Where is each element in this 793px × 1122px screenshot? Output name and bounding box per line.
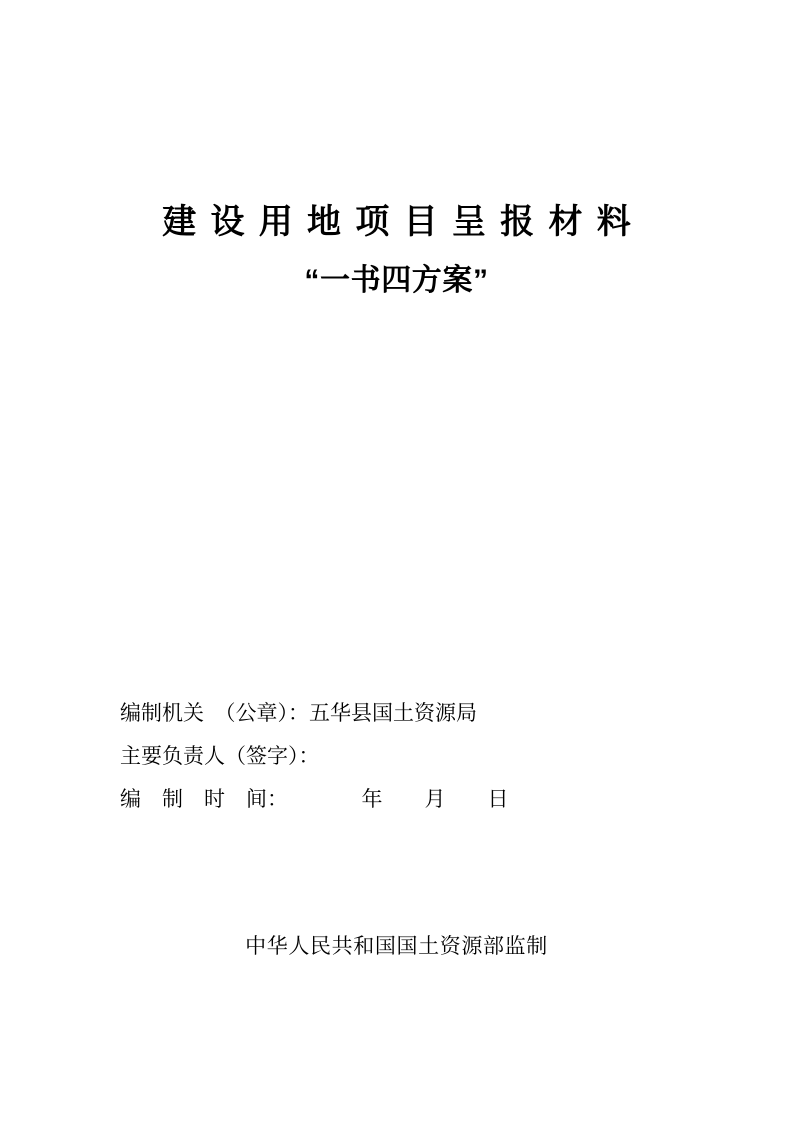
footer-imprint: 中华人民共和国国土资源部监制 [245,934,548,958]
form-fields [120,692,680,821]
field-compile-date: 编 制 时 间： 年 月 日 [120,787,509,811]
document-title: 建设用地项目呈报材料 [162,203,646,241]
field-issuing-agency: 编制机关 （公章）：五华县国土资源局 [120,701,477,725]
document-subtitle: “一书四方案” [304,264,489,297]
field-responsible-person: 主要负责人（签字）： [120,744,320,768]
